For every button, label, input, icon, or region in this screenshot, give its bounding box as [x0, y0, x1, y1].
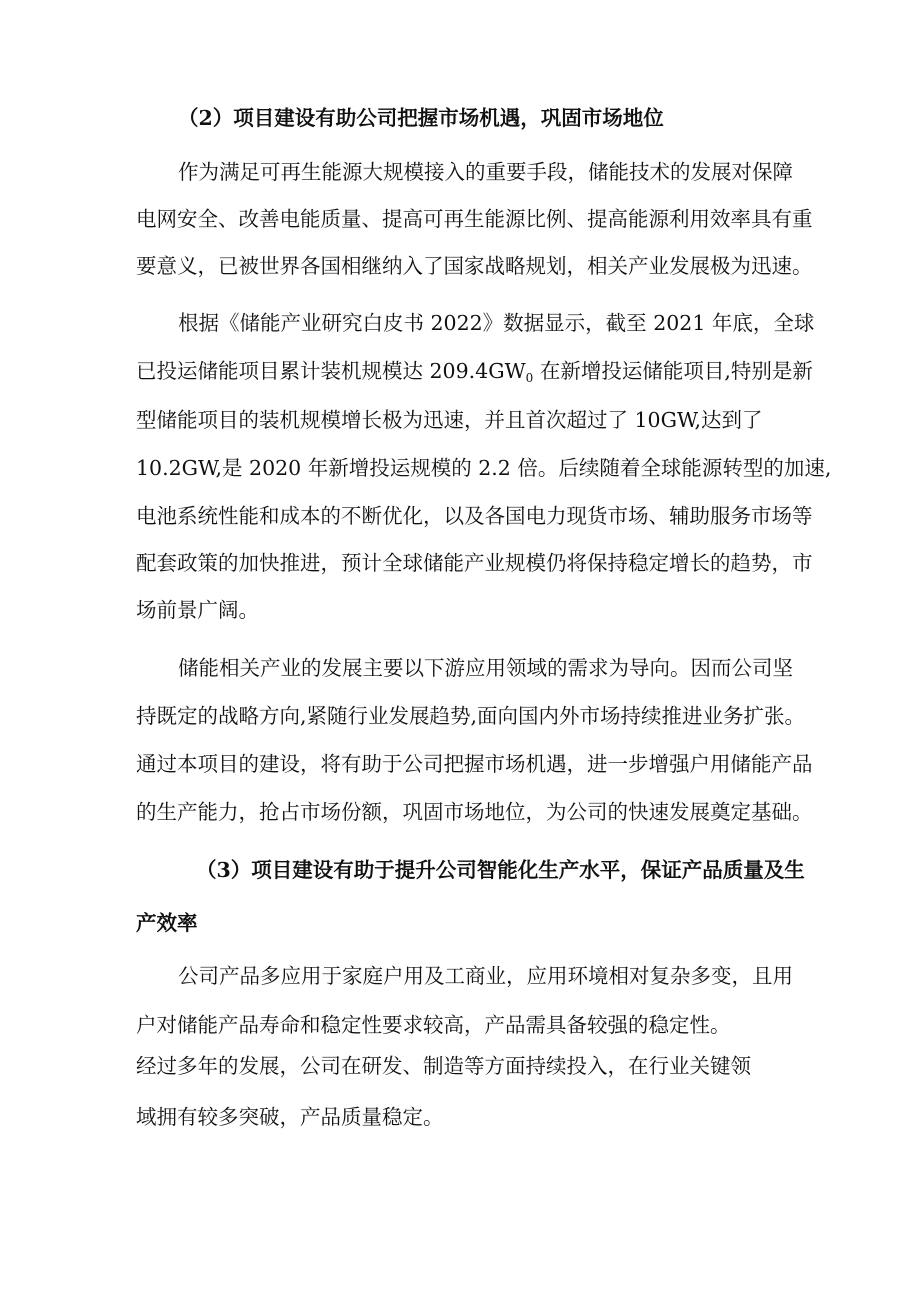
section-3-heading-line-1: （3）项目建设有助于提升公司智能化生产水平，保证产品质量及生 — [196, 858, 805, 882]
paragraph-4-line-1: 公司产品多应用于家庭户用及工商业，应用环境相对复杂多变，且用 — [178, 964, 793, 988]
paragraph-2-line-3: 型储能项目的装机规模增长极为迅速，并且首次超过了 10GW,达到了 — [136, 408, 763, 432]
paragraph-2-line-1: 根据《储能产业研究白皮书 2022》数据显示，截至 2021 年底，全球 — [178, 311, 815, 335]
paragraph-2-line-2 — [136, 361, 813, 384]
paragraph-1-line-1: 作为满足可再生能源大规模接入的重要手段，储能技术的发展对保障 — [178, 160, 793, 184]
section-3-heading-line-2: 产效率 — [136, 911, 198, 935]
paragraph-1-line-3: 要意义，已被世界各国相继纳入了国家战略规划，相关产业发展极为迅速。 — [136, 254, 813, 278]
paragraph-3-line-3: 通过本项目的建设，将有助于公司把握市场机遇，进一步增强户用储能产品 — [136, 752, 813, 776]
paragraph-1-line-2: 电网安全、改善电能质量、提高可再生能源比例、提高能源利用效率具有重 — [136, 207, 813, 231]
paragraph-3-line-2: 持既定的战略方向,紧随行业发展趋势,面向国内外市场持续推进业务扩张。 — [136, 704, 806, 728]
paragraph-2-line-5: 电池系统性能和成本的不断优化，以及各国电力现货市场、辅助服务市场等 — [136, 504, 813, 528]
paragraph-4-line-3: 经过多年的发展，公司在研发、制造等方面持续投入，在行业关键领 — [136, 1054, 751, 1078]
paragraph-2-line-4: 10.2GW,是 2020 年新增投运规模的 2.2 倍。后续随着全球能源转型的加速, — [136, 456, 832, 480]
section-2-heading: （2）项目建设有助公司把握市场机遇，巩固市场地位 — [178, 106, 664, 130]
installed-capacity-text: 已投运储能项目累计装机规模达 209.4GW — [136, 359, 526, 383]
new-projects-text: 在新增投运储能项目,特别是新 — [533, 359, 813, 383]
paragraph-2-line-7: 场前景广阔。 — [136, 598, 259, 622]
paragraph-3-line-1: 储能相关产业的发展主要以下游应用领域的需求为导向。因而公司坚 — [178, 656, 793, 680]
subscript-zero: 0 — [525, 371, 534, 385]
paragraph-4-line-4: 域拥有较多突破，产品质量稳定。 — [136, 1105, 444, 1129]
paragraph-3-line-4: 的生产能力，抢占市场份额，巩固市场地位，为公司的快速发展奠定基础。 — [136, 800, 813, 824]
paragraph-2-line-6: 配套政策的加快推进，预计全球储能产业规模仍将保持稳定增长的趋势，市 — [136, 551, 813, 575]
paragraph-4-line-2: 户对储能产品寿命和稳定性要求较高，产品需具备较强的稳定性。 — [136, 1013, 731, 1037]
